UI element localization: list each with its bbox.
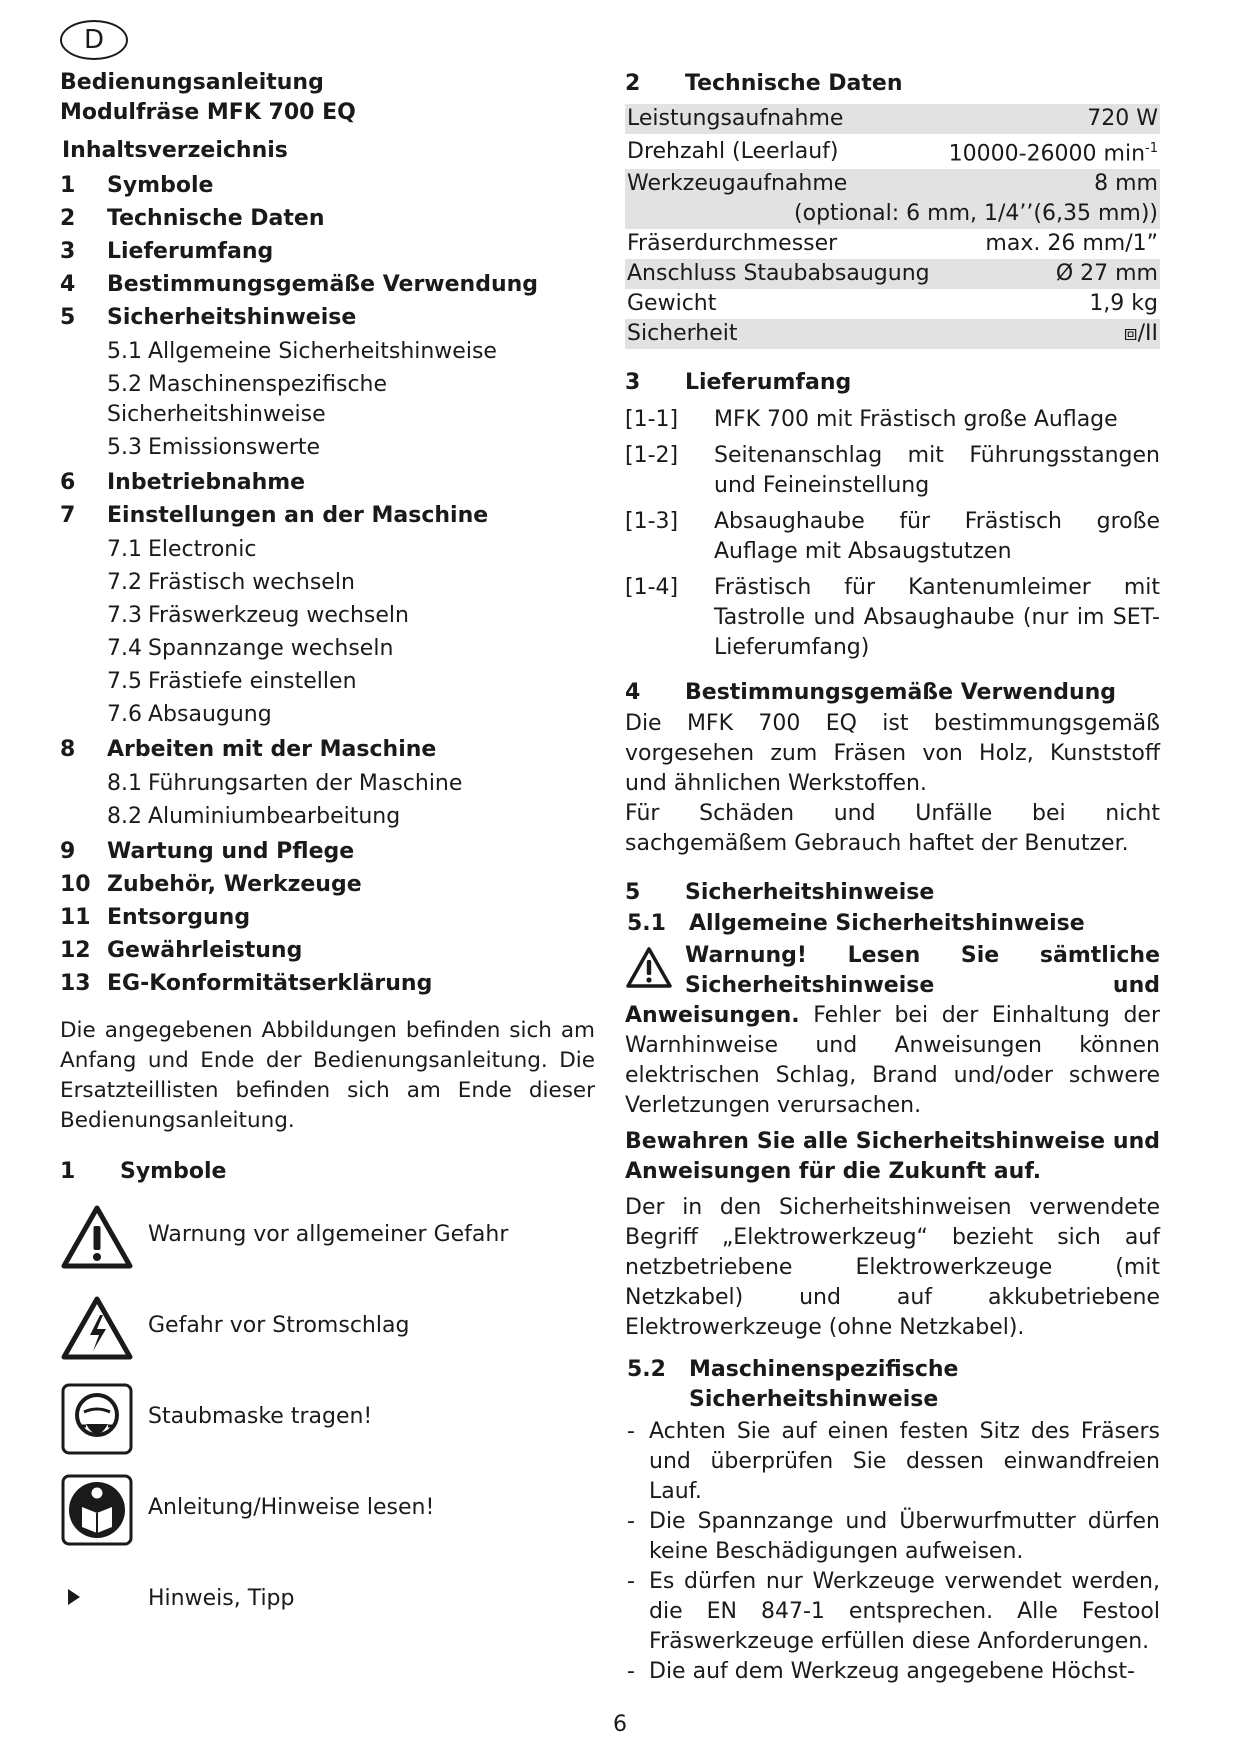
toc-entry-label: Zubehör, Werkzeuge [107,872,362,897]
toc-entry-label: Einstellungen an der Maschine [107,503,489,528]
section-number: 4 [625,680,641,706]
item-text: MFK 700 mit Frästisch große Auflage [714,407,1118,433]
spec-label: Drehzahl (Leerlauf) [627,138,839,164]
list-item: - Es dürfen nur Werkzeuge verwendet werden, die EN 847-1 entsprechen. Alle Festool Fräswerkzeuge erfüllen diese Anforderungen. [625,1567,1160,1657]
table-row [625,169,1160,199]
symbol-label: Hinweis, Tipp [148,1586,295,1611]
doc-title-line-1: Bedienungsanleitung [60,70,324,95]
toc-entry-label: Lieferumfang [107,239,274,264]
spec-value: 1,9 kg [1089,291,1158,317]
table-row [625,259,1160,289]
toc-entry [60,634,595,664]
toc-entry-label: Frästiefe einstellen [148,669,357,694]
doc-title-line-2: Modulfräse MFK 700 EQ [60,100,356,125]
toc-entry [60,466,595,499]
toc-entry-label: EG-Konformitätserklärung [107,971,433,996]
spec-label: Leistungsaufnahme [625,104,940,134]
toc-entry [60,499,595,532]
subsection-heading-5-1 [625,909,1160,939]
toc-entry-number: 8.2 [107,804,142,829]
section-heading-intended-use [625,677,1160,709]
spec-value: 8 mm [940,169,1160,199]
toc-entry [60,337,595,367]
toc-entry-label: Technische Daten [107,206,325,231]
toc-entry-number: 5.3 [107,435,142,460]
toc-entry [60,835,595,868]
language-badge: D [60,20,128,60]
toc-entry [60,202,595,235]
subsection-number: 5.1 [627,911,666,937]
warning-triangle-icon [625,945,673,991]
toc-entry [60,433,595,463]
toc-entry [60,301,595,334]
toc-entry [60,667,595,697]
spec-label: Fräserdurchmesser [627,231,838,257]
toc-entry [60,868,595,901]
subsection-title: Maschinenspezifische Sicherheitshinweise [689,1357,959,1413]
toc-entry-number: 12 [60,938,91,963]
toc-entry-label: Arbeiten mit der Maschine [107,737,437,762]
toc-entry-number: 1 [60,173,76,198]
keep-instructions-text: Bewahren Sie alle Sicherheitshinweise und Anweisungen für die Zukunft auf. [625,1129,1160,1185]
toc-entry [60,535,595,565]
toc-entry-number: 3 [60,239,76,264]
toc-entry-number: 13 [60,971,91,996]
toc-entry-number: 10 [60,872,91,897]
table-row [625,229,1160,259]
toc-entry-label: Spannzange wechseln [148,636,394,661]
toc-entry-label: Sicherheitshinweise [107,305,357,330]
toc-entry-label: Gewährleistung [107,938,303,963]
intended-use-liability: Für Schäden und Unfälle bei nicht sachgemäßem Gebrauch haftet der Benutzer. [625,801,1160,857]
electric-shock-icon [60,1291,134,1365]
spec-value-text: 10000-26000 min [948,141,1146,167]
toc-entry-label: Aluminiumbearbeitung [148,804,401,829]
subsection-heading-5-2 [625,1355,1160,1415]
right-column [625,68,1160,1687]
toc-entry-label: Bestimmungsgemäße Verwendung [107,272,539,297]
spec-label: Gewicht [627,291,717,317]
toc-entry-number: 5.1 [107,339,142,364]
item-text: Frästisch für Kantenumleimer mit Tastrolle und Absaughaube (nur im SET-Lieferumfang) [714,575,1160,661]
toc-entry [60,769,595,799]
spec-label: Sicherheit [625,319,940,349]
arrow-right-icon [60,1564,134,1638]
toc-entry [60,370,595,430]
toc-entry-number: 7.5 [107,669,142,694]
machine-safety-list [625,1417,1160,1687]
table-of-contents [60,169,595,1000]
list-item [625,507,1160,567]
symbol-label: Warnung vor allgemeiner Gefahr [148,1222,509,1247]
intended-use-text: Die MFK 700 EQ ist bestimmungsgemäß vorgesehen zum Fräsen von Holz, Kunststoff und ähnlichen Werkstoffen. [625,711,1160,797]
term-definition-text: Der in den Sicherheitshinweisen verwendete Begriff „Elektrowerkzeug“ bezieht sich auf netzbetriebene Elektrowerkzeuge (mit Netzkabel) und auf akkubetriebene Elektrowerkzeuge (ohne Netzkabel). [625,1195,1160,1341]
list-item [625,405,1160,435]
symbol-row [60,1564,595,1655]
toc-entry-label: Symbole [107,173,214,198]
item-ref: [1-1] [625,407,679,433]
section-number: 1 [60,1159,76,1184]
toc-entry-label: Electronic [148,537,257,562]
toc-entry-number: 11 [60,905,91,930]
toc-entry-label: Frästisch wechseln [148,570,355,595]
spec-value-sup: -1 [1145,141,1158,156]
table-row [625,134,1160,169]
dust-mask-icon [60,1382,134,1456]
toc-entry-number: 4 [60,272,76,297]
section-heading-symbols [60,1156,595,1188]
table-row [625,104,1160,134]
spec-label: Werkzeugaufnahme [625,169,940,199]
section-number: 2 [625,71,641,96]
section-title: Technische Daten [685,71,903,96]
list-item [625,573,1160,663]
read-manual-icon [60,1473,134,1547]
table-row [625,199,1160,229]
table-row [625,319,1160,349]
toc-entry-number: 6 [60,470,76,495]
symbol-label: Gefahr vor Stromschlag [148,1313,410,1338]
toc-entry-number: 8 [60,737,76,762]
section-heading-safety [625,877,1160,909]
section-title: Sicherheitshinweise [685,880,935,906]
toc-entry [60,601,595,631]
toc-entry-label: Absaugung [148,702,272,727]
subsection-number: 5.2 [627,1357,666,1383]
toc-entry-number: 7.3 [107,603,142,628]
section-title: Symbole [120,1159,227,1184]
toc-entry [60,700,595,730]
toc-entry [60,802,595,832]
toc-entry-number: 5.2 [107,372,142,397]
warning-bold-text: Warnung! Lesen Sie sämtliche Sicherheitshinweise und Anweisungen. [625,943,1160,1029]
toc-entry-number: 2 [60,206,76,231]
list-item: - Die auf dem Werkzeug angegebene Höchst- [625,1657,1160,1687]
subsection-title: Allgemeine Sicherheitshinweise [689,911,1085,937]
toc-entry-label: Emissionswerte [148,435,321,460]
toc-entry [60,934,595,967]
toc-entry-label: Entsorgung [107,905,251,930]
toc-entry-number: 7 [60,503,76,528]
symbol-row [60,1382,595,1473]
spec-value [940,134,1160,169]
section-title: Lieferumfang [685,370,852,396]
toc-entry-label: Wartung und Pflege [107,839,355,864]
toc-entry-number: 7.2 [107,570,142,595]
toc-entry-label: Allgemeine Sicherheitshinweise [148,339,497,364]
item-ref: [1-3] [625,509,679,535]
toc-entry [60,733,595,766]
delivery-list [625,405,1160,663]
toc-entry-number: 7.4 [107,636,142,661]
symbol-row [60,1200,595,1291]
intro-text: Die angegebenen Abbildungen befinden sich am Anfang und Ende der Bedienungsanleitung. Die Ersatzteillisten befinden sich am Ende dieser Bedienungsanleitung. [60,1018,595,1133]
toc-entry-number: 5 [60,305,76,330]
toc-entry-label: Maschinenspezifische Sicherheitshinweise [107,372,388,427]
page-number: 6 [613,1712,627,1737]
toc-entry-label: Inbetriebnahme [107,470,306,495]
list-item: - Die Spannzange und Überwurfmutter dürfen keine Beschädigungen aufweisen. [625,1507,1160,1567]
toc-entry-number: 8.1 [107,771,142,796]
section-heading-tech-data [625,68,1160,100]
list-item [625,441,1160,501]
symbol-label: Staubmaske tragen! [148,1404,373,1429]
spec-value: Ø 27 mm [940,259,1160,289]
section-heading-delivery [625,367,1160,399]
toc-title: Inhaltsverzeichnis [62,138,288,163]
spec-value: 720 W [940,104,1160,134]
symbol-row [60,1291,595,1382]
spec-value: ⧈/II [940,319,1160,349]
item-ref: [1-2] [625,443,679,469]
item-text: Seitenanschlag mit Führungsstangen und Feineinstellung [714,443,1160,499]
warning-text: Fehler bei der Einhaltung der Warnhinweise und Anweisungen können elektrischen Schlag, Brand und/oder schwere Verletzungen verursachen. [625,1003,1160,1119]
toc-entry-label: Führungsarten der Maschine [148,771,463,796]
toc-entry-number: 7.1 [107,537,142,562]
section-number: 5 [625,880,641,906]
item-text: Absaughaube für Frästisch große Auflage mit Absaugstutzen [714,509,1160,565]
table-row [625,289,1160,319]
section-title: Bestimmungsgemäße Verwendung [685,680,1117,706]
warning-triangle-icon [60,1200,134,1274]
symbol-label: Anleitung/Hinweise lesen! [148,1495,435,1520]
symbol-row [60,1473,595,1564]
left-column [60,68,595,1655]
spec-label: Anschluss Staubabsaugung [625,259,940,289]
section-number: 3 [625,370,641,396]
toc-entry-number: 7.6 [107,702,142,727]
spec-value: max. 26 mm/1” [985,231,1158,257]
toc-entry [60,268,595,301]
toc-entry [60,901,595,934]
toc-entry [60,235,595,268]
toc-entry [60,568,595,598]
spec-value: (optional: 6 mm, 1/4’’(6,35 mm)) [625,199,1160,229]
toc-entry-label: Fräswerkzeug wechseln [148,603,409,628]
item-ref: [1-4] [625,575,679,601]
list-item: - Achten Sie auf einen festen Sitz des Fräsers und überprüfen Sie dessen einwandfreien Lauf. [625,1417,1160,1507]
tech-data-table [625,104,1160,349]
toc-entry [60,967,595,1000]
toc-entry-number: 9 [60,839,76,864]
toc-entry [60,169,595,202]
warning-block [625,941,1160,1121]
symbol-list [60,1200,595,1655]
